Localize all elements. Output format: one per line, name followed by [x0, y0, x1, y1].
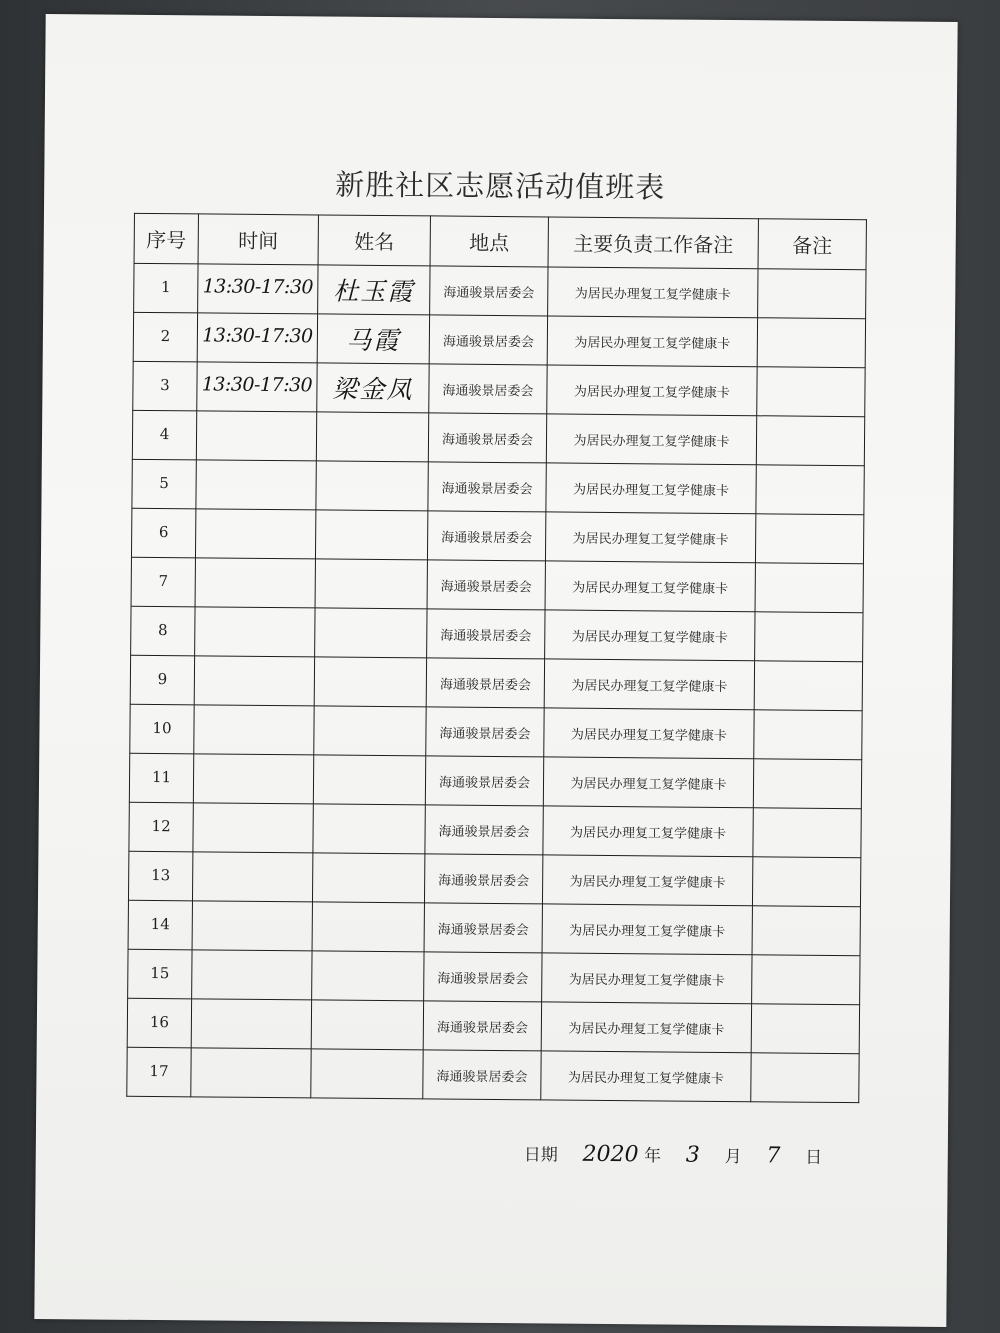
cell-name	[317, 314, 429, 364]
cell-name	[318, 265, 430, 315]
date-line	[524, 1140, 823, 1169]
cell-time	[193, 803, 313, 853]
cell-work: 为居民办理复工复学健康卡	[542, 953, 752, 1004]
table-row	[129, 753, 861, 808]
date-month-unit: 月	[724, 1147, 742, 1168]
cell-work: 为居民办理复工复学健康卡	[546, 414, 756, 465]
cell-time	[195, 558, 315, 608]
table-row	[130, 655, 862, 710]
cell-seq: 15	[128, 949, 192, 999]
date-year-unit: 年	[643, 1146, 662, 1167]
cell-seq: 5	[132, 459, 196, 509]
cell-location: 海通骏景居委会	[426, 707, 544, 757]
cell-time	[191, 999, 311, 1049]
cell-remark	[756, 465, 864, 515]
cell-seq: 10	[130, 704, 194, 754]
header-work: 主要负责工作备注	[548, 217, 758, 269]
cell-name	[316, 461, 428, 511]
cell-work: 为居民办理复工复学健康卡	[545, 512, 755, 563]
cell-remark	[752, 857, 860, 907]
cell-name-handwriting: 杜玉霞	[333, 276, 415, 307]
cell-time	[192, 852, 312, 902]
table-body	[127, 263, 866, 1102]
cell-time	[194, 656, 314, 706]
cell-work: 为居民办理复工复学健康卡	[545, 561, 755, 612]
table-row	[130, 704, 862, 759]
cell-name	[312, 951, 424, 1001]
cell-time	[192, 950, 312, 1000]
date-year: 2020	[582, 1141, 639, 1168]
header-location: 地点	[430, 216, 548, 267]
cell-time	[193, 754, 313, 804]
cell-name	[315, 608, 427, 658]
cell-location: 海通骏景居委会	[427, 609, 545, 659]
cell-name-handwriting: 梁金凤	[332, 374, 414, 405]
paper-sheet	[34, 14, 957, 1327]
cell-name	[311, 1049, 423, 1099]
cell-location: 海通骏景居委会	[423, 1050, 541, 1100]
table-row	[128, 949, 860, 1004]
table-row	[131, 508, 863, 563]
cell-name	[317, 363, 429, 413]
cell-location: 海通骏景居委会	[428, 462, 546, 512]
cell-location: 海通骏景居委会	[430, 266, 548, 316]
cell-seq: 1	[134, 263, 198, 313]
cell-seq: 4	[132, 410, 196, 460]
cell-name	[313, 755, 425, 805]
cell-remark	[758, 269, 866, 319]
date-month: 3	[685, 1142, 700, 1168]
duty-roster-table	[126, 213, 867, 1103]
cell-name	[314, 706, 426, 756]
cell-name	[312, 853, 424, 903]
cell-location: 海通骏景居委会	[425, 756, 543, 806]
cell-remark	[752, 955, 860, 1005]
cell-time	[195, 509, 315, 559]
table-row	[132, 410, 864, 465]
cell-location: 海通骏景居委会	[427, 560, 545, 610]
cell-remark	[754, 661, 862, 711]
cell-remark	[752, 906, 860, 956]
cell-remark	[751, 1053, 859, 1103]
table-row	[133, 312, 865, 367]
cell-work: 为居民办理复工复学健康卡	[547, 365, 757, 416]
cell-location: 海通骏景居委会	[423, 1001, 541, 1051]
cell-remark	[756, 416, 864, 466]
table-row	[127, 1047, 859, 1102]
cell-name	[313, 804, 425, 854]
cell-seq: 8	[131, 606, 195, 656]
cell-remark	[755, 514, 863, 564]
cell-name-handwriting: 马霞	[346, 325, 401, 356]
cell-work: 为居民办理复工复学健康卡	[545, 610, 755, 661]
cell-remark	[753, 759, 861, 809]
cell-location: 海通骏景居委会	[424, 952, 542, 1002]
date-day: 7	[766, 1143, 781, 1169]
table-row	[127, 998, 859, 1053]
cell-work: 为居民办理复工复学健康卡	[543, 806, 753, 857]
cell-work: 为居民办理复工复学健康卡	[543, 757, 753, 808]
cell-work: 为居民办理复工复学健康卡	[542, 904, 752, 955]
cell-remark	[753, 808, 861, 858]
cell-time	[198, 264, 318, 314]
cell-name	[312, 902, 424, 952]
cell-seq: 7	[131, 557, 195, 607]
cell-seq: 11	[129, 753, 193, 803]
header-remark: 备注	[758, 219, 866, 270]
cell-name	[314, 657, 426, 707]
cell-work: 为居民办理复工复学健康卡	[544, 659, 754, 710]
cell-work: 为居民办理复工复学健康卡	[541, 1002, 751, 1053]
table-row	[131, 557, 863, 612]
cell-location: 海通骏景居委会	[429, 315, 547, 365]
cell-seq: 6	[131, 508, 195, 558]
cell-time-handwriting: 13:30-17:30	[202, 324, 313, 348]
header-name: 姓名	[318, 215, 430, 266]
page-title: 新胜社区志愿活动值班表	[335, 167, 666, 205]
cell-location: 海通骏景居委会	[427, 511, 545, 561]
cell-time-handwriting: 13:30-17:30	[202, 275, 314, 299]
table-row	[128, 851, 860, 906]
cell-location: 海通骏景居委会	[424, 903, 542, 953]
cell-remark	[755, 612, 863, 662]
cell-remark	[757, 367, 865, 417]
table-row	[132, 459, 864, 514]
cell-remark	[755, 563, 863, 613]
cell-time	[195, 607, 315, 657]
cell-time	[197, 313, 317, 363]
cell-seq: 16	[127, 998, 191, 1048]
cell-time	[191, 1048, 311, 1098]
cell-seq: 2	[133, 312, 197, 362]
cell-work: 为居民办理复工复学健康卡	[546, 463, 756, 514]
cell-work: 为居民办理复工复学健康卡	[542, 855, 752, 906]
cell-seq: 12	[129, 802, 193, 852]
cell-location: 海通骏景居委会	[428, 413, 546, 463]
cell-remark	[751, 1004, 859, 1054]
cell-work: 为居民办理复工复学健康卡	[541, 1051, 751, 1102]
cell-name	[316, 412, 428, 462]
cell-seq: 3	[133, 361, 197, 411]
cell-location: 海通骏景居委会	[425, 805, 543, 855]
cell-time	[197, 362, 317, 412]
cell-work: 为居民办理复工复学健康卡	[547, 316, 757, 367]
table-header-row	[134, 213, 866, 269]
cell-work: 为居民办理复工复学健康卡	[548, 267, 758, 318]
cell-seq: 17	[127, 1047, 191, 1097]
cell-time-handwriting: 13:30-17:30	[201, 373, 313, 397]
header-time: 时间	[198, 214, 318, 265]
cell-time	[196, 411, 316, 461]
cell-time	[192, 901, 312, 951]
table-row	[128, 900, 860, 955]
cell-remark	[757, 318, 865, 368]
table-row	[131, 606, 863, 661]
cell-name	[315, 559, 427, 609]
date-label: 日期	[523, 1145, 558, 1166]
cell-location: 海通骏景居委会	[426, 658, 544, 708]
cell-time	[194, 705, 314, 755]
cell-location: 海通骏景居委会	[429, 364, 547, 414]
table-row	[129, 802, 861, 857]
cell-seq: 9	[130, 655, 194, 705]
cell-seq: 13	[128, 851, 192, 901]
table-row	[134, 263, 866, 318]
header-seq: 序号	[134, 213, 198, 264]
cell-time	[196, 460, 316, 510]
date-day-unit: 日	[805, 1147, 823, 1168]
cell-work: 为居民办理复工复学健康卡	[544, 708, 754, 759]
cell-seq: 14	[128, 900, 192, 950]
cell-remark	[754, 710, 862, 760]
cell-name	[311, 1000, 423, 1050]
table-row	[133, 361, 865, 416]
cell-location: 海通骏景居委会	[424, 854, 542, 904]
cell-name	[315, 510, 427, 560]
